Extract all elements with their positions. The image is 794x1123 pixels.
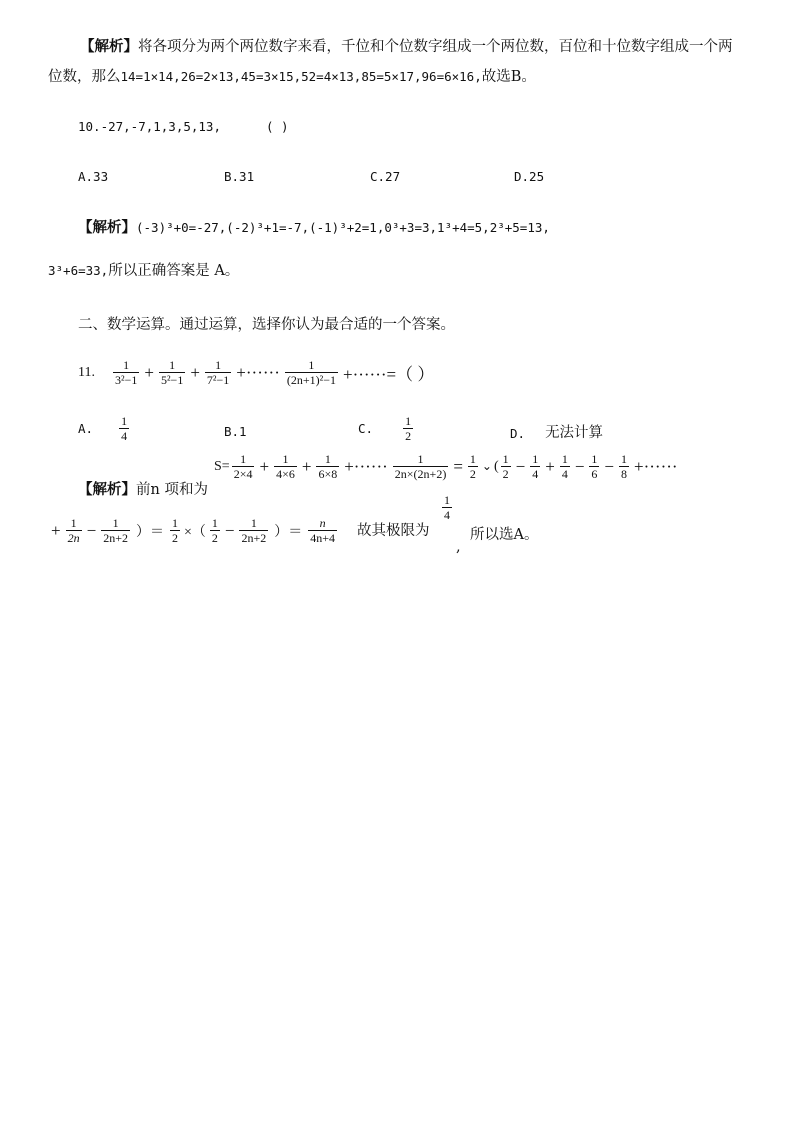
q11-analysis-prefix: 【解析】前n 项和为 [78,481,208,498]
analysis-text: 位数，那么 [48,69,121,85]
q10-option-a: A.33 [78,169,109,184]
analysis-equations: (-3)³+0=-27,(-2)³+1=-7,(-1)³+2=1,0³+3=3,1³+4=5,2³+5=13, [136,220,550,235]
q11-stem: 11. $\frac{1}{\text{3²−1}}$ + $\frac{1}{\text{5²−1}}$ + $\frac{1}{\text{7²−1}}$ +······ $\frac{1}{\text{(2n+1)²−1}}$ +······=（ ） [78,358,435,387]
q11-conclusion: 所以选A。 [470,527,539,543]
q11-option-b: B.1 [224,424,247,439]
q10-option-d: D.25 [514,169,545,184]
section-title: 二、数学运算。通过运算，选择你认为最合适的一个答案。 [78,317,455,333]
q10-analysis-line2 [48,262,239,280]
limit-comma: , [456,539,461,555]
q10-option-c: C.27 [370,169,401,184]
q9-analysis-line2 [48,68,536,86]
q11-option-a: A. $\frac{1}{4}$ [78,414,128,443]
limit-text: 故其极限为 [357,522,430,539]
q10-stem: 10.-27,-7,1,3,5,13, [78,119,221,134]
analysis-text: 将各项分为两个两位数字来看，千位和个位数字组成一个两位数，百位和十位数字组成一个两 [138,39,733,55]
term-fraction: $\frac{1}{\text{7²−1}}$ [206,358,230,387]
analysis-equations: 3³+6=33, [48,263,109,278]
analysis-label: 【解析】 [80,38,138,55]
limit-fraction: $\frac{1}{4}$ [444,493,450,522]
term-fraction: $\frac{1}{\text{3²−1}}$ [114,358,138,387]
analysis-conclusion: 故选B。 [481,69,536,85]
analysis-label: 【解析】 [78,219,136,236]
q10-analysis-line1 [78,219,550,237]
q11-sum-formula: S= $\frac{1}{2\times 4}$ + $\frac{1}{4\times 6}$ + $\frac{1}{6\times 8}$ +······ $\frac{1}{2n\times(2n+2)}$ = $\frac{1}{2}$ ⌄ ( $\frac{1}{2}$ − $\frac{1}{4}$ + $\frac{1}{4}$ − $\frac{1}{6}$ − $\frac{1}{8}$ +······ [214,452,678,481]
analysis-label: 【解析】 [78,481,136,498]
analysis-equations: 14=1×14,26=2×13,45=3×15,52=4×13,85=5×17,96=6×16, [120,69,482,84]
question-number: 11. [78,364,95,380]
q10-paren: ( ) [266,119,289,134]
q9-analysis-line1 [80,38,733,56]
q11-option-d: D. 无法计算 [510,425,604,441]
q11-analysis-line2: + $\frac{1}{2n}$ − $\frac{1}{2n+2}$ ）＝ $\frac{1}{2}$ ×（ $\frac{1}{2}$ − $\frac{1}{2n+2}$ ）＝ $\frac{n}{4n+4}$ 故其极限为 [51,516,430,545]
term-fraction: $\frac{1}{\text{(2n+1)²−1}}$ [286,358,336,387]
q11-option-c: C. $\frac{1}{2}$ [358,414,412,443]
term-fraction: $\frac{1}{\text{5²−1}}$ [160,358,184,387]
q10-option-b: B.31 [224,169,255,184]
analysis-conclusion: 所以正确答案是 A。 [108,263,240,279]
